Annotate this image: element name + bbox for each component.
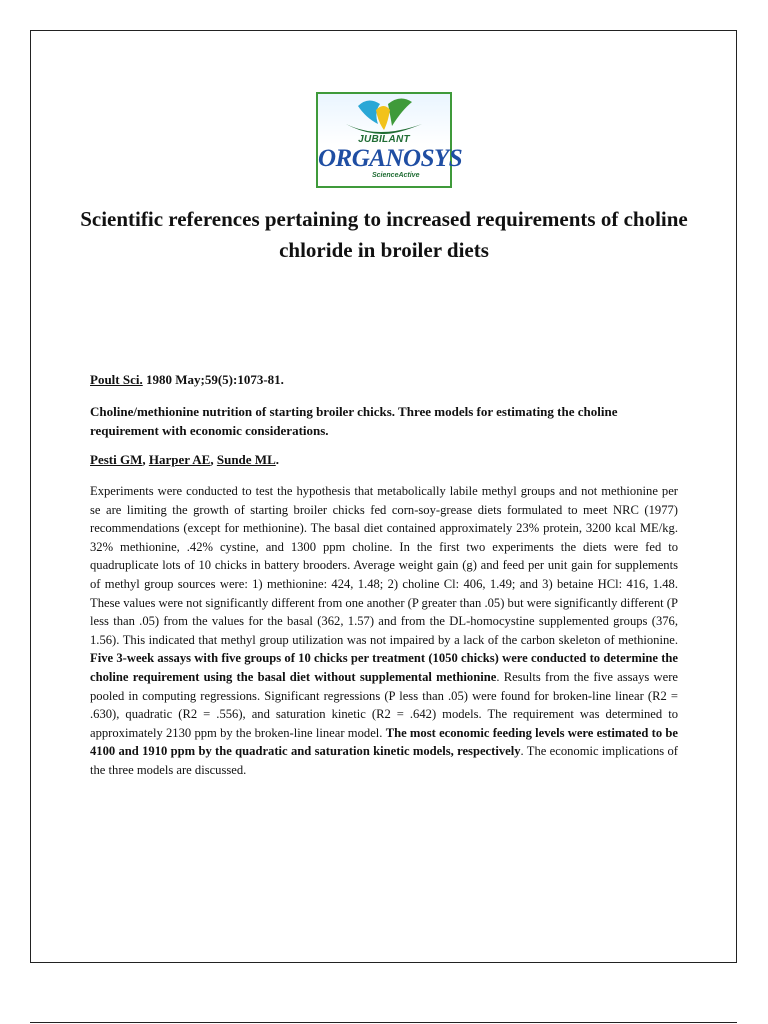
article-title: Choline/methionine nutrition of starting broiler chicks. Three models for estimating the choline requirement with economic considerations. <box>90 404 618 438</box>
journal-link[interactable]: Poult Sci. <box>90 372 143 387</box>
logo-tagline: ScienceActive <box>372 172 420 179</box>
abstract-part-2: . Results from the five assays were pooled in computing regressions. Significant regressions (P less than .05) were found for broken-line linear (R2 = .630), quadratic (R2 = .556), and saturation kinetic (R2 = .642) models. The requirement was determined to approximately 2130 ppm by the broken-line linear model. <box>90 669 679 740</box>
citation-details: 1980 May;59(5):1073-81. <box>142 372 284 387</box>
footer-divider <box>30 1022 737 1023</box>
author-separator: , <box>210 452 217 467</box>
journal-citation <box>90 372 284 388</box>
abstract-highlight-2: The most economic feeding levels were estimated to be 4100 and 1910 ppm by the quadratic and saturation kinetic models, respectively <box>90 725 678 759</box>
author-link[interactable]: Pesti GM <box>90 452 143 467</box>
author-link[interactable]: Sunde ML <box>216 452 276 467</box>
author-link[interactable]: Harper AE <box>148 452 211 467</box>
logo-brand-name: ORGANOSYS <box>318 145 463 172</box>
abstract-highlight-1: Five 3-week assays with five groups of 10 chicks per treatment (1050 chicks) were conducted to determine the choline requirement using the basal diet without supplemental methionine <box>90 651 678 684</box>
document-title: Scientific references pertaining to increased requirements of choline chloride in broiler diets <box>80 207 688 262</box>
author-separator: , <box>142 452 149 467</box>
author-separator: . <box>275 452 279 467</box>
logo-company-name: JUBILANT <box>358 134 410 145</box>
abstract-part-3: . The economic implications of the three models are discussed. <box>90 744 678 777</box>
abstract-part-1: Experiments were conducted to test the hypothesis that metabolically labile methyl groups and not methionine per se are limiting the growth of starting broiler chicks fed corn-soy-grease diets formulated to meet NRC (1977) recommendations (except for methionine). The basal diet contained approximately 23% protein, 3200 kcal ME/kg. 32% methionine, .42% cystine, and 1300 ppm choline. In the first two experiments the diets were fed to quadruplicate lots of 10 chicks in battery brooders. Average weight gain (g) and feed per unit gain for supplements of methyl group sources were: 1) methionine: 424, 1.48; 2) choline Cl: 406, 1.49; and 3) betaine HCl: 416, 1.48. These values were not significantly different from one another (P greater than .05) but were significantly different (P less than .05) from the values for the basal (362, 1.57) and from the DL-homocystine supplemented groups (376, 1.56). This indicated that methyl group utilization was not impaired by a lack of the carbon skeleton of methionine. <box>90 484 678 647</box>
company-logo <box>316 92 463 188</box>
abstract-text <box>90 482 678 780</box>
author-list <box>90 452 279 468</box>
